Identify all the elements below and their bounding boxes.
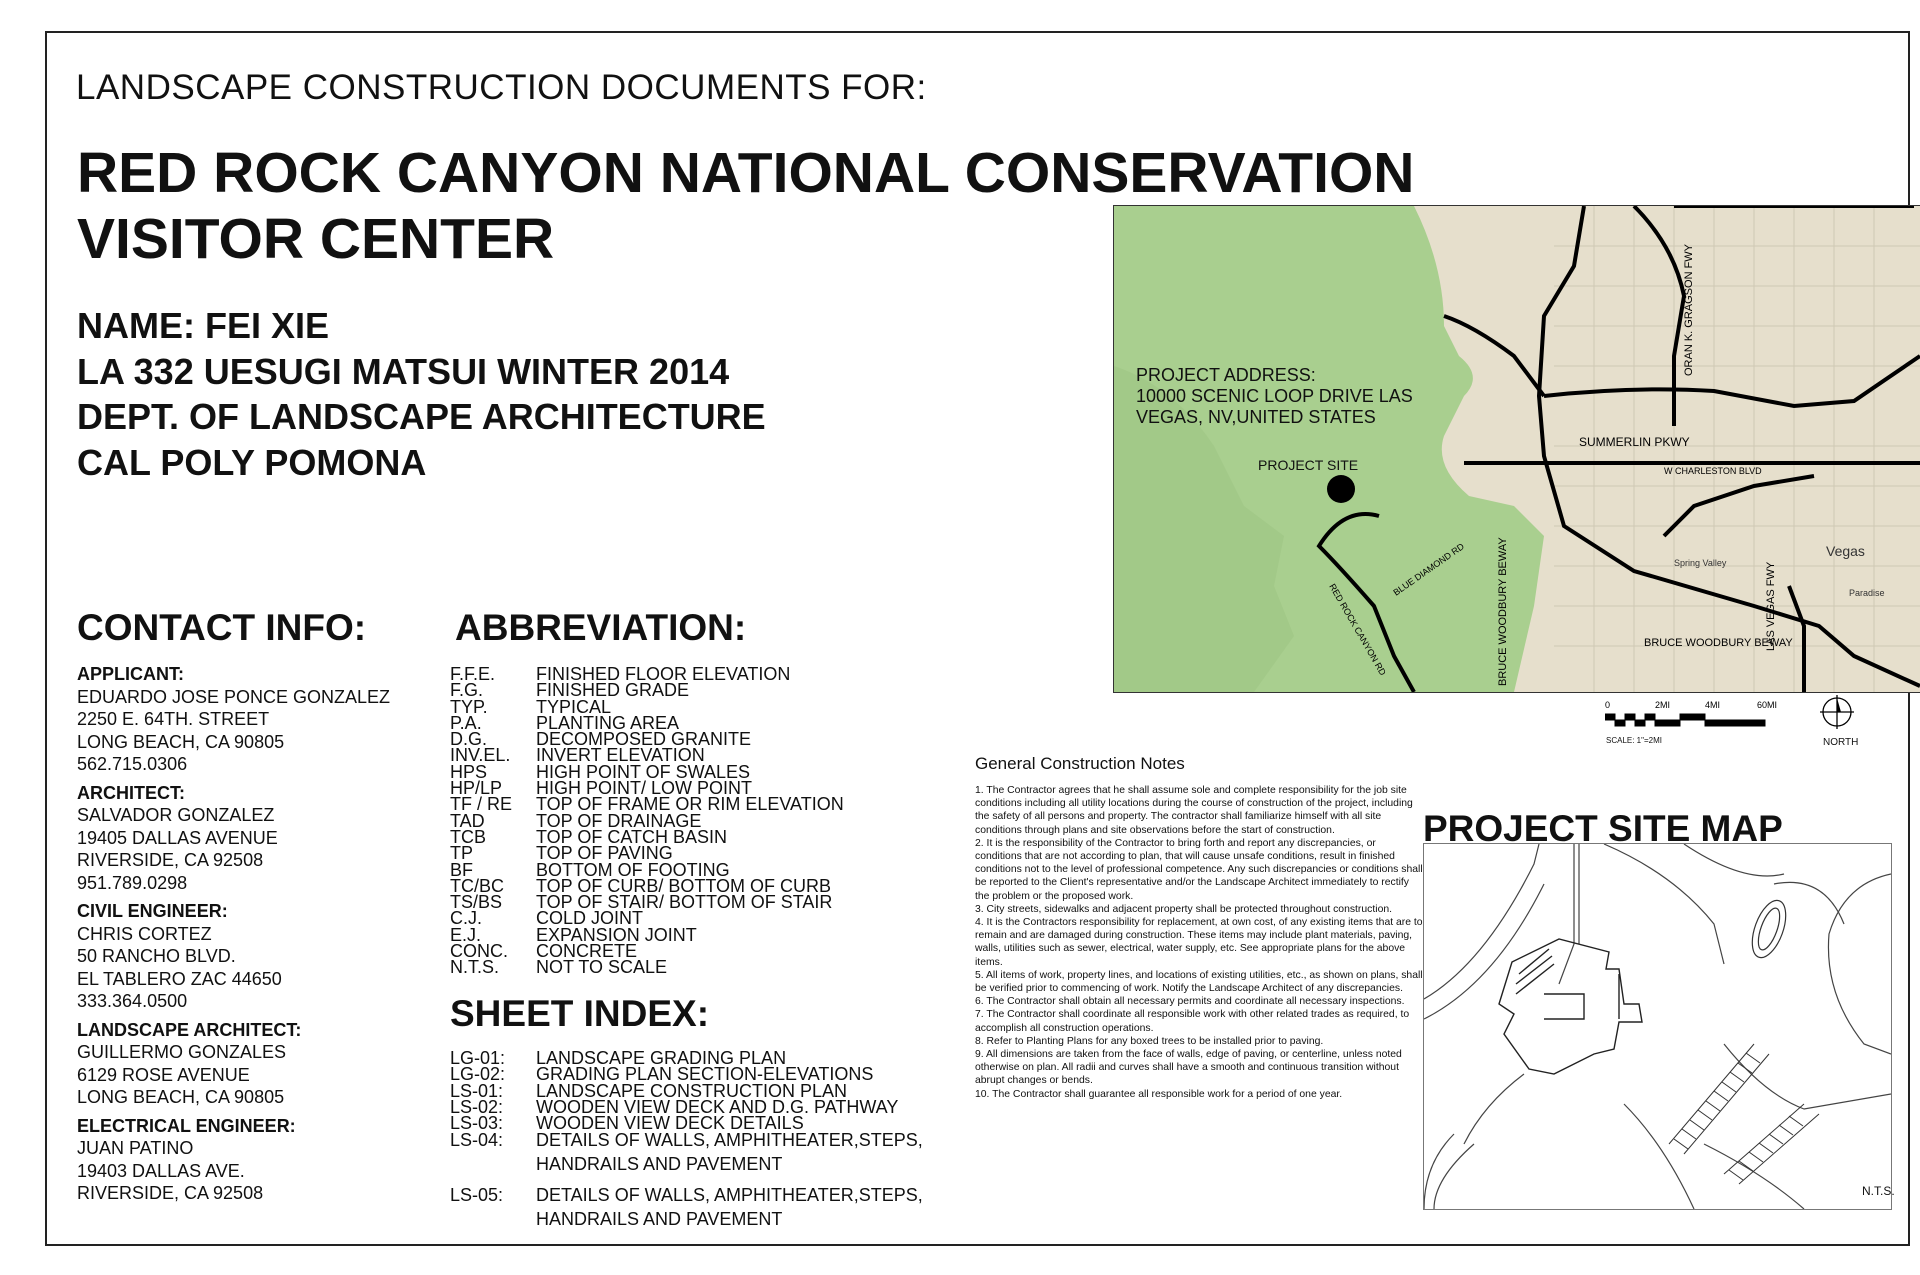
abbr-code: BF (450, 859, 474, 880)
note-item: 2. It is the responsibility of the Contractor to bring forth and report any discrepancies, or conditions that are not according to plan, that will cause unsafe conditions, result in finished conditions not to the level of professional competence. Any such discrepancies or conditions shall be reported to the Client's representative and/or the Landscape Architect immediately to rectify the problem or the proposed work. (975, 837, 1423, 902)
contact-role: ARCHITECT: (77, 782, 185, 803)
road-label: SUMMERLIN PKWY (1579, 435, 1690, 449)
abbr-code: P.A. (450, 712, 482, 733)
student-name: NAME: FEI XIE (77, 305, 330, 346)
construction-notes (975, 784, 1425, 1101)
abbr-code: C.J. (450, 908, 483, 929)
place-label: Paradise (1849, 588, 1885, 598)
contact-line: RIVERSIDE, CA 92508 (77, 850, 264, 870)
project-address (1136, 365, 1413, 428)
contact-role: ELECTRICAL ENGINEER: (77, 1115, 296, 1136)
abbr-code: TAD (450, 810, 485, 831)
contact-line: 562.715.0306 (77, 754, 188, 774)
notes-heading: General Construction Notes (975, 754, 1185, 773)
road-label: BLUE DIAMOND RD (1391, 541, 1466, 598)
contact-line: CHRIS CORTEZ (77, 923, 212, 944)
sheet-index-row (450, 1183, 956, 1231)
contact-line: LONG BEACH, CA 90805 (77, 1087, 285, 1107)
abbr-desc: INVERT ELEVATION (536, 745, 705, 766)
sheet-code: LS-02: (450, 1096, 504, 1117)
site-map (1423, 843, 1892, 1210)
vicinity-map (1113, 205, 1920, 693)
sheet-code: LG-01: (450, 1048, 506, 1068)
abbr-code: TC/BC (450, 875, 504, 896)
sheet-desc: LANDSCAPE GRADING PLAN (536, 1048, 787, 1068)
abbr-code: TS/BS (450, 892, 503, 913)
contact-role: LANDSCAPE ARCHITECT: (77, 1019, 302, 1040)
road-label: ORAN K. GRAGSON FWY (1683, 243, 1695, 376)
abbr-code: CONC. (450, 941, 508, 962)
abbr-desc: FINISHED FLOOR ELEVATION (536, 664, 791, 684)
abbr-code: E.J. (450, 924, 482, 945)
abbr-desc: COLD JOINT (536, 908, 644, 929)
road-label: RED ROCK CANYON RD (1327, 582, 1388, 678)
abbreviation-heading: ABBREVIATION: (455, 607, 747, 648)
sheet-desc: DETAILS OF WALLS, AMPHITHEATER,STEPS, HANDRAILS AND PAVEMENT (536, 1185, 923, 1230)
site-plan-graphic (1424, 844, 1891, 1209)
note-item: 3. City streets, sidewalks and adjacent property shall be protected throughout construction. (975, 903, 1393, 915)
abbreviation-row (450, 680, 844, 701)
title-line-1: RED ROCK CANYON NATIONAL CONSERVATION (77, 141, 1415, 205)
abbreviation-row (450, 892, 844, 913)
sheet-code: LS-03: (450, 1113, 504, 1134)
abbr-code: F.G. (450, 680, 484, 701)
place-label: Spring Valley (1674, 558, 1727, 568)
abbr-desc: TOP OF STAIR/ BOTTOM OF STAIR (536, 892, 833, 913)
abbr-desc: TOP OF FRAME OR RIM ELEVATION (536, 794, 844, 815)
contact-entry (77, 900, 417, 1013)
contact-line: EDUARDO JOSE PONCE GONZALEZ (77, 686, 391, 707)
abbr-desc: TOP OF PAVING (536, 843, 673, 864)
abbr-desc: FINISHED GRADE (536, 680, 690, 701)
svg-text:0: 0 (1605, 700, 1611, 710)
svg-text:2MI: 2MI (1655, 700, 1671, 710)
course-line: LA 332 UESUGI MATSUI WINTER 2014 (77, 350, 730, 392)
north-label: NORTH (1823, 737, 1859, 748)
road-label: BRUCE WOODBURY BEWAY (1644, 637, 1793, 649)
note-item: 8. Refer to Planting Plans for any boxed trees to be installed prior to paving. (975, 1035, 1324, 1047)
abbr-code: HP/LP (450, 778, 503, 799)
vicinity-map-graphic (1114, 206, 1920, 692)
sheet-desc: DETAILS OF WALLS, AMPHITHEATER,STEPS, HANDRAILS AND PAVEMENT (536, 1130, 923, 1175)
sheet-code: LS-01: (450, 1080, 504, 1101)
note-item: 1. The Contractor agrees that he shall assume sole and complete responsibility for the job site conditions including all utility locations during the course of construction of the project, including the safety of all persons and property. The contractor shall familiarize himself with all site conditions through plans and site observations before the start of construction. (975, 785, 1413, 836)
note-item: 4. It is the Contractors responsibility for replacement, at own cost, of any existing items that are to remain and are damaged during construction. These items may include plant materials, paving, walls, utilities such as sewer, electrical, water supply, etc. See appropriate plans for the above items. (975, 917, 1423, 968)
sheet-index-row (450, 1128, 956, 1176)
abbr-code: TF / RE (450, 794, 512, 815)
contact-entry (77, 782, 417, 895)
sheet-desc: WOODEN VIEW DECK DETAILS (536, 1113, 804, 1134)
road-label: W CHARLESTON BLVD (1664, 466, 1762, 476)
svg-text:4MI: 4MI (1705, 700, 1721, 710)
contact-line: 333.364.0500 (77, 991, 188, 1011)
sheet-code: LS-05: (450, 1185, 504, 1206)
abbr-code: N.T.S. (450, 957, 500, 978)
scale-bar (1605, 700, 1785, 740)
not-to-scale-label: N.T.S. (1862, 1184, 1895, 1198)
address-line: 10000 SCENIC LOOP DRIVE LAS (1136, 386, 1413, 406)
contact-role: CIVIL ENGINEER: (77, 901, 228, 921)
abbr-desc: HIGH POINT OF SWALES (536, 761, 751, 782)
abbr-desc: CONCRETE (536, 941, 638, 962)
abbr-desc: TOP OF CURB/ BOTTOM OF CURB (536, 875, 832, 896)
contact-line: 6129 ROSE AVENUE (77, 1064, 250, 1085)
site-map-title: PROJECT SITE MAP (1423, 808, 1783, 849)
abbreviation-list (450, 666, 844, 976)
contact-line: SALVADOR GONZALEZ (77, 805, 275, 825)
contact-entry (77, 1115, 417, 1205)
road-label: BRUCE WOODBURY BEWAY (1497, 537, 1509, 686)
abbr-code: HPS (450, 761, 488, 782)
abbr-desc: TOP OF DRAINAGE (536, 810, 702, 831)
contact-line: GUILLERMO GONZALES (77, 1042, 287, 1062)
abbreviation-row (450, 924, 844, 945)
abbr-desc: BOTTOM OF FOOTING (536, 859, 730, 880)
scale-text: SCALE: 1"=2MI (1606, 736, 1662, 745)
contact-heading: CONTACT INFO: (77, 607, 367, 648)
note-item: 6. The Contractor shall obtain all necessary permits and coordinate all necessary inspections. (975, 996, 1405, 1008)
project-site-marker (1327, 475, 1355, 503)
abbr-code: TYP. (450, 696, 488, 717)
contact-line: 19405 DALLAS AVENUE (77, 827, 278, 848)
contact-line: JUAN PATINO (77, 1138, 194, 1158)
contact-list (77, 663, 417, 1211)
student-info (77, 303, 766, 485)
contact-role: APPLICANT: (77, 664, 184, 684)
contact-line: EL TABLERO ZAC 44650 (77, 968, 282, 989)
abbr-code: D.G. (450, 729, 488, 750)
svg-text:60MI: 60MI (1757, 700, 1778, 710)
contact-line: 19403 DALLAS AVE. (77, 1160, 245, 1181)
contact-entry (77, 663, 417, 776)
school-line: CAL POLY POMONA (77, 441, 427, 483)
title-line-2: VISITOR CENTER (77, 207, 555, 271)
document-for-label: LANDSCAPE CONSTRUCTION DOCUMENTS FOR: (76, 68, 927, 107)
note-item: 5. All items of work, property lines, and locations of existing utilities, etc., as shown on plans, shall be verified prior to commencing of work. Notify the Landscape Architect of any discrepancies. (975, 969, 1423, 995)
abbr-desc: PLANTING AREA (536, 712, 680, 733)
contact-line: 50 RANCHO BLVD. (77, 946, 236, 966)
sheet-code: LG-02: (450, 1064, 506, 1085)
contact-line: RIVERSIDE, CA 92508 (77, 1183, 264, 1203)
note-item: 7. The Contractor shall coordinate all responsible work with other related trades as required, to accomplish all construction operations. (975, 1009, 1410, 1034)
note-item: 10. The Contractor shall guarantee all responsible work for a period of one year. (975, 1088, 1343, 1100)
abbr-code: TCB (450, 826, 486, 847)
address-line: VEGAS, NV,UNITED STATES (1136, 407, 1376, 427)
sheet-desc: LANDSCAPE CONSTRUCTION PLAN (536, 1080, 848, 1101)
sheet-code: LS-04: (450, 1130, 504, 1151)
abbreviation-row (450, 957, 844, 978)
department-line: DEPT. OF LANDSCAPE ARCHITECTURE (77, 396, 766, 437)
sheet-index-heading: SHEET INDEX: (450, 993, 710, 1034)
place-label: Vegas (1826, 543, 1865, 559)
note-item: 9. All dimensions are taken from the face of walls, edge of paving, or centerline, unless noted otherwise on plan. All radii and curves shall have a smooth and continuous transition without abrupt changes or bends. (975, 1049, 1402, 1087)
contact-entry (77, 1019, 417, 1109)
sheet-desc: WOODEN VIEW DECK AND D.G. PATHWAY (536, 1096, 899, 1117)
contact-line: LONG BEACH, CA 90805 (77, 731, 285, 752)
road-label: LAS VEGAS FWY (1765, 561, 1777, 651)
north-arrow-icon (1820, 695, 1854, 735)
abbr-desc: TOP OF CATCH BASIN (536, 826, 728, 847)
abbr-desc: HIGH POINT/ LOW POINT (536, 778, 753, 799)
abbr-desc: TYPICAL (536, 696, 612, 717)
contact-line: 951.789.0298 (77, 872, 188, 893)
sheet-index-list (450, 1050, 956, 1241)
abbr-code: INV.EL. (450, 745, 511, 766)
abbr-desc: NOT TO SCALE (536, 957, 668, 978)
project-site-label: PROJECT SITE (1258, 457, 1359, 473)
abbr-code: F.F.E. (450, 664, 496, 684)
abbr-code: TP (450, 843, 474, 864)
address-line: PROJECT ADDRESS: (1136, 365, 1316, 385)
abbr-desc: EXPANSION JOINT (536, 924, 697, 945)
contact-line: 2250 E. 64TH. STREET (77, 709, 270, 729)
sheet-desc: GRADING PLAN SECTION-ELEVATIONS (536, 1064, 874, 1085)
abbr-desc: DECOMPOSED GRANITE (536, 729, 752, 750)
